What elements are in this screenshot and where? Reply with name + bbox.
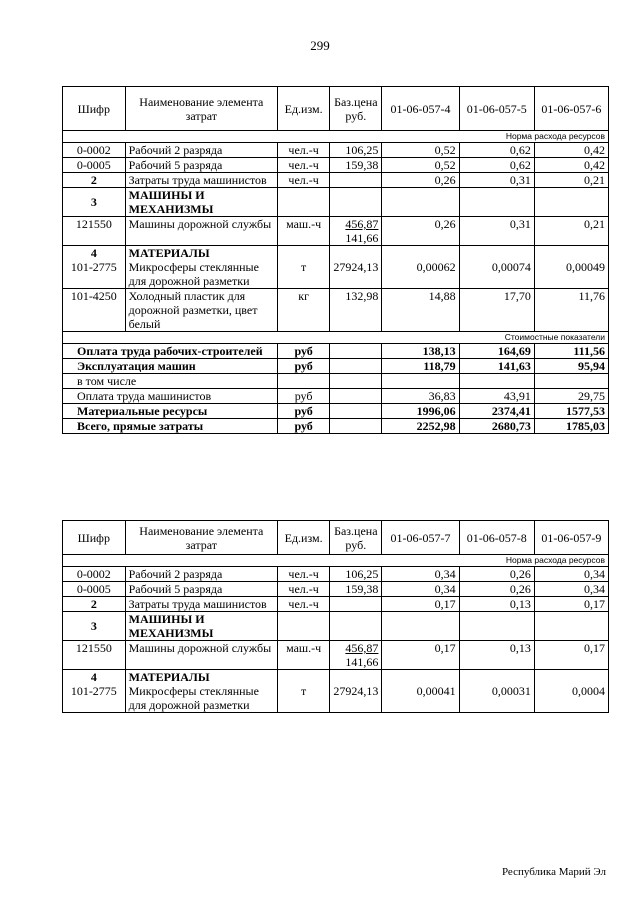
norm-label: Норма расхода ресурсов xyxy=(63,555,609,567)
row-value: 0,31 xyxy=(459,173,534,188)
cost-name: в том числе xyxy=(63,374,278,389)
header-col-3: 01-06-057-6 xyxy=(534,87,608,131)
cost-unit: руб xyxy=(278,359,330,374)
row-name-value: Микросферы стеклянные для дорожной разметки xyxy=(128,684,259,712)
row-unit: чел.-ч xyxy=(278,173,330,188)
resource-table-1 xyxy=(62,86,609,434)
header-name: Наименование элемента затрат xyxy=(125,87,277,131)
cost-name: Всего, прямые затраты xyxy=(63,419,278,434)
group-row xyxy=(63,188,609,217)
row-code: 0-0002 xyxy=(63,567,126,582)
row-value: 0,31 xyxy=(459,217,534,246)
table-row xyxy=(63,567,609,582)
row-unit: т xyxy=(278,246,330,289)
header-col-2: 01-06-057-5 xyxy=(459,87,534,131)
row-value: 11,76 xyxy=(534,289,608,332)
row-name: Рабочий 5 разряда xyxy=(125,158,277,173)
row-value: 0,34 xyxy=(534,567,608,582)
cost-unit: руб xyxy=(278,389,330,404)
row-name: Затраты труда машинистов xyxy=(125,597,277,612)
row-name: Рабочий 5 разряда xyxy=(125,582,277,597)
row-value: 0,34 xyxy=(382,582,459,597)
cost-row xyxy=(63,344,609,359)
row-value: 0,21 xyxy=(534,173,608,188)
row-value: 0,34 xyxy=(534,582,608,597)
table-header-row xyxy=(63,87,609,131)
cost-name: Оплата труда машинистов xyxy=(63,389,278,404)
row-unit: чел.-ч xyxy=(278,567,330,582)
group-name: МАТЕРИАЛЫ xyxy=(128,670,210,684)
price-line-1: 456,87 xyxy=(345,217,379,231)
cost-value: 2374,41 xyxy=(459,404,534,419)
row-code: 121550 xyxy=(63,641,126,670)
price-line-2: 141,66 xyxy=(345,655,379,669)
row-value: 0,00049 xyxy=(534,246,608,289)
row-unit: кг xyxy=(278,289,330,332)
row-price: 106,25 xyxy=(330,143,382,158)
row-value: 0,26 xyxy=(382,173,459,188)
cost-value: 43,91 xyxy=(459,389,534,404)
row-value: 0,00031 xyxy=(459,670,534,713)
header-name: Наименование элемента затрат xyxy=(125,521,277,555)
row-value: 0,52 xyxy=(382,158,459,173)
cost-name: Эксплуатация машин xyxy=(63,359,278,374)
row-name: Затраты труда машинистов xyxy=(125,173,277,188)
group-name: МАТЕРИАЛЫ xyxy=(128,246,210,260)
cost-unit: руб xyxy=(278,419,330,434)
cost-value: 164,69 xyxy=(459,344,534,359)
group-code: 4 xyxy=(90,246,97,260)
resource-table-2 xyxy=(62,520,609,713)
row-name: Холодный пластик для дорожной разметки, цвет белый xyxy=(125,289,277,332)
header-code: Шифр xyxy=(63,521,126,555)
row-value: 0,00074 xyxy=(459,246,534,289)
row-unit: маш.-ч xyxy=(278,217,330,246)
group-name: МАШИНЫ И МЕХАНИЗМЫ xyxy=(125,188,277,217)
table-header-row xyxy=(63,521,609,555)
group-row xyxy=(63,612,609,641)
header-price: Баз.цена руб. xyxy=(330,521,382,555)
cost-row xyxy=(63,359,609,374)
header-col-1: 01-06-057-4 xyxy=(382,87,459,131)
row-value: 0,26 xyxy=(382,217,459,246)
header-unit: Ед.изм. xyxy=(278,521,330,555)
row-code-value: 101-2775 xyxy=(70,684,117,698)
table-row xyxy=(63,143,609,158)
cost-label: Стоимостные показатели xyxy=(63,332,609,344)
cost-value: 118,79 xyxy=(382,359,459,374)
cost-value: 111,56 xyxy=(534,344,608,359)
cost-name: Оплата труда рабочих-строителей xyxy=(63,344,278,359)
header-col-1: 01-06-057-7 xyxy=(382,521,459,555)
table-row xyxy=(63,289,609,332)
row-unit: маш.-ч xyxy=(278,641,330,670)
row-name xyxy=(125,246,277,289)
group-name: МАШИНЫ И МЕХАНИЗМЫ xyxy=(125,612,277,641)
row-price xyxy=(330,597,382,612)
row-code: 0-0002 xyxy=(63,143,126,158)
row-price: 27924,13 xyxy=(330,670,382,713)
row-value: 0,0004 xyxy=(534,670,608,713)
row-code-value: 101-2775 xyxy=(70,260,117,274)
row-price: 159,38 xyxy=(330,582,382,597)
row-code xyxy=(63,670,126,713)
table-row xyxy=(63,158,609,173)
norm-label-row xyxy=(63,131,609,143)
table-row xyxy=(63,670,609,713)
header-code: Шифр xyxy=(63,87,126,131)
row-value: 0,21 xyxy=(534,217,608,246)
cost-name: Материальные ресурсы xyxy=(63,404,278,419)
row-value: 0,52 xyxy=(382,143,459,158)
row-name: Рабочий 2 разряда xyxy=(125,143,277,158)
row-unit: т xyxy=(278,670,330,713)
row-code: 101-4250 xyxy=(63,289,126,332)
row-code xyxy=(63,246,126,289)
row-value: 0,17 xyxy=(382,641,459,670)
row-code: 121550 xyxy=(63,217,126,246)
row-name-value: Микросферы стеклянные для дорожной разметки xyxy=(128,260,259,288)
norm-label: Норма расхода ресурсов xyxy=(63,131,609,143)
cost-row xyxy=(63,404,609,419)
cost-label-row xyxy=(63,332,609,344)
cost-unit: руб xyxy=(278,344,330,359)
cost-value: 2252,98 xyxy=(382,419,459,434)
table-row xyxy=(63,217,609,246)
row-value: 0,17 xyxy=(534,641,608,670)
cost-row xyxy=(63,374,609,389)
row-code: 2 xyxy=(63,597,126,612)
cost-value: 141,63 xyxy=(459,359,534,374)
row-price xyxy=(330,217,382,246)
row-value: 0,26 xyxy=(459,567,534,582)
row-price: 27924,13 xyxy=(330,246,382,289)
table-row xyxy=(63,597,609,612)
cost-value: 1785,03 xyxy=(534,419,608,434)
row-value: 0,00062 xyxy=(382,246,459,289)
group-code: 3 xyxy=(63,612,126,641)
row-code: 0-0005 xyxy=(63,158,126,173)
row-price xyxy=(330,641,382,670)
row-name xyxy=(125,670,277,713)
row-unit: чел.-ч xyxy=(278,158,330,173)
cost-value: 95,94 xyxy=(534,359,608,374)
row-value: 0,34 xyxy=(382,567,459,582)
row-value: 17,70 xyxy=(459,289,534,332)
cost-row xyxy=(63,419,609,434)
table-row xyxy=(63,246,609,289)
table-row xyxy=(63,173,609,188)
row-value: 0,13 xyxy=(459,641,534,670)
row-value: 0,17 xyxy=(534,597,608,612)
row-price: 132,98 xyxy=(330,289,382,332)
row-value: 0,17 xyxy=(382,597,459,612)
row-value: 0,26 xyxy=(459,582,534,597)
row-price xyxy=(330,173,382,188)
row-value: 0,42 xyxy=(534,158,608,173)
page-number: 299 xyxy=(310,38,330,53)
table-row xyxy=(63,641,609,670)
group-code: 3 xyxy=(63,188,126,217)
row-value: 14,88 xyxy=(382,289,459,332)
row-price: 159,38 xyxy=(330,158,382,173)
row-price: 106,25 xyxy=(330,567,382,582)
header-price: Баз.цена руб. xyxy=(330,87,382,131)
cost-row xyxy=(63,389,609,404)
cost-value: 36,83 xyxy=(382,389,459,404)
row-value: 0,13 xyxy=(459,597,534,612)
footer-text: Республика Марий Эл xyxy=(501,866,606,878)
cost-value: 2680,73 xyxy=(459,419,534,434)
price-line-2: 141,66 xyxy=(345,231,379,245)
header-col-2: 01-06-057-8 xyxy=(459,521,534,555)
row-unit: чел.-ч xyxy=(278,597,330,612)
row-code: 2 xyxy=(63,173,126,188)
group-code: 4 xyxy=(90,670,97,684)
header-unit: Ед.изм. xyxy=(278,87,330,131)
cost-value: 138,13 xyxy=(382,344,459,359)
row-name: Машины дорожной службы xyxy=(125,641,277,670)
row-name: Машины дорожной службы xyxy=(125,217,277,246)
row-unit: чел.-ч xyxy=(278,143,330,158)
row-value: 0,42 xyxy=(534,143,608,158)
cost-value: 1996,06 xyxy=(382,404,459,419)
row-unit: чел.-ч xyxy=(278,582,330,597)
row-value: 0,00041 xyxy=(382,670,459,713)
header-col-3: 01-06-057-9 xyxy=(534,521,608,555)
cost-unit: руб xyxy=(278,404,330,419)
table-row xyxy=(63,582,609,597)
cost-value: 29,75 xyxy=(534,389,608,404)
row-code: 0-0005 xyxy=(63,582,126,597)
row-value: 0,62 xyxy=(459,143,534,158)
row-value: 0,62 xyxy=(459,158,534,173)
row-name: Рабочий 2 разряда xyxy=(125,567,277,582)
cost-value: 1577,53 xyxy=(534,404,608,419)
norm-label-row xyxy=(63,555,609,567)
price-line-1: 456,87 xyxy=(345,641,379,655)
